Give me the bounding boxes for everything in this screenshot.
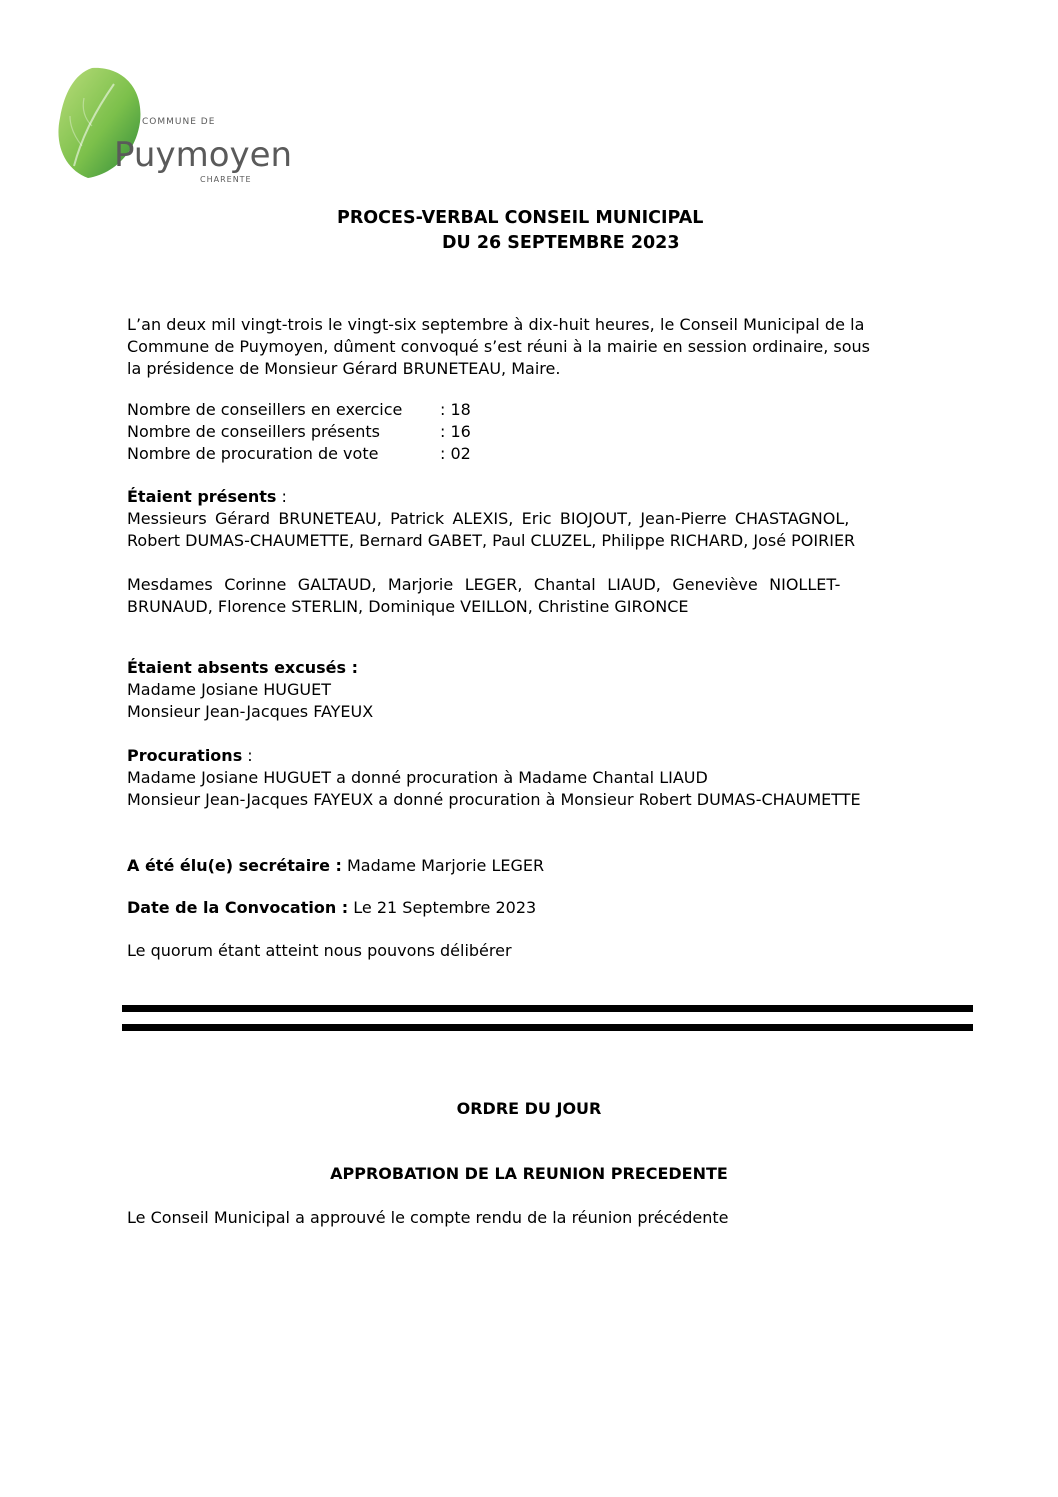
presents-heading: Étaient présents xyxy=(127,487,277,506)
separator-rule xyxy=(122,1024,973,1031)
count-row xyxy=(127,443,471,465)
procurations-section xyxy=(127,745,971,811)
convocation-label: Date de la Convocation : xyxy=(127,898,349,917)
secretary-line xyxy=(127,855,971,877)
presents-heading-suffix: : xyxy=(276,487,287,506)
logo-top-text: COMMUNE DE xyxy=(142,117,216,127)
quorum-line xyxy=(127,940,971,962)
intro-paragraph xyxy=(127,314,971,380)
presents-men-line: Robert DUMAS-CHAUMETTE, Bernard GABET, Paul CLUZEL, Philippe RICHARD, José POIRIER xyxy=(127,531,856,550)
agenda-section-title: APPROBATION DE LA REUNION PRECEDENTE xyxy=(330,1164,728,1183)
convocation-value: Le 21 Septembre 2023 xyxy=(348,898,537,917)
absent-person: Monsieur Jean-Jacques FAYEUX xyxy=(127,702,374,721)
procuration-line: Madame Josiane HUGUET a donné procuration à Madame Chantal LIAUD xyxy=(127,768,708,787)
count-value: : 02 xyxy=(440,444,471,463)
logo-sub-text: CHARENTE xyxy=(200,175,252,184)
intro-line: la présidence de Monsieur Gérard BRUNETEAU, Maire. xyxy=(127,359,561,378)
agenda-heading: ORDRE DU JOUR xyxy=(456,1099,602,1118)
procurations-heading-suffix: : xyxy=(242,746,253,765)
count-label: Nombre de procuration de vote xyxy=(127,444,379,463)
leaf-logo-icon xyxy=(52,66,293,202)
count-value: : 16 xyxy=(440,422,471,441)
commune-logo xyxy=(52,66,293,202)
presents-men-line: Messieurs Gérard BRUNETEAU, Patrick ALEXIS, Eric BIOJOUT, Jean-Pierre CHASTAGNOL, xyxy=(127,509,850,528)
title-line-2: DU 26 SEPTEMBRE 2023 xyxy=(442,233,680,253)
title-line-1: PROCES-VERBAL CONSEIL MUNICIPAL xyxy=(337,208,704,228)
absents-heading: Étaient absents excusés : xyxy=(127,658,358,677)
convocation-line xyxy=(127,897,971,919)
agenda-section-text: Le Conseil Municipal a approuvé le compte rendu de la réunion précédente xyxy=(127,1208,729,1227)
secretary-label: A été élu(e) secrétaire : xyxy=(127,856,342,875)
logo-name-text: Puymoyen xyxy=(114,135,293,175)
count-label: Nombre de conseillers en exercice xyxy=(127,400,403,419)
absent-person: Madame Josiane HUGUET xyxy=(127,680,331,699)
intro-line: L’an deux mil vingt-trois le vingt-six septembre à dix-huit heures, le Conseil Municipal de la xyxy=(127,315,865,334)
separator-rule xyxy=(122,1005,973,1012)
presents-women-line: Mesdames Corinne GALTAUD, Marjorie LEGER, Chantal LIAUD, Geneviève NIOLLET- xyxy=(127,575,841,594)
count-row xyxy=(127,399,471,421)
count-label: Nombre de conseillers présents xyxy=(127,422,380,441)
absents-section xyxy=(127,657,971,723)
procurations-heading: Procurations xyxy=(127,746,243,765)
presents-women-line: BRUNAUD, Florence STERLIN, Dominique VEILLON, Christine GIRONCE xyxy=(127,597,689,616)
council-counts xyxy=(127,399,471,465)
quorum-text: Le quorum étant atteint nous pouvons délibérer xyxy=(127,941,512,960)
secretary-value: Madame Marjorie LEGER xyxy=(341,856,545,875)
count-value: : 18 xyxy=(440,400,471,419)
procuration-line: Monsieur Jean-Jacques FAYEUX a donné procuration à Monsieur Robert DUMAS-CHAUMETTE xyxy=(127,790,861,809)
count-row xyxy=(127,421,471,443)
agenda-section-text-block xyxy=(127,1207,971,1229)
presents-section xyxy=(127,486,971,618)
intro-line: Commune de Puymoyen, dûment convoqué s’est réuni à la mairie en session ordinaire, sous xyxy=(127,337,871,356)
